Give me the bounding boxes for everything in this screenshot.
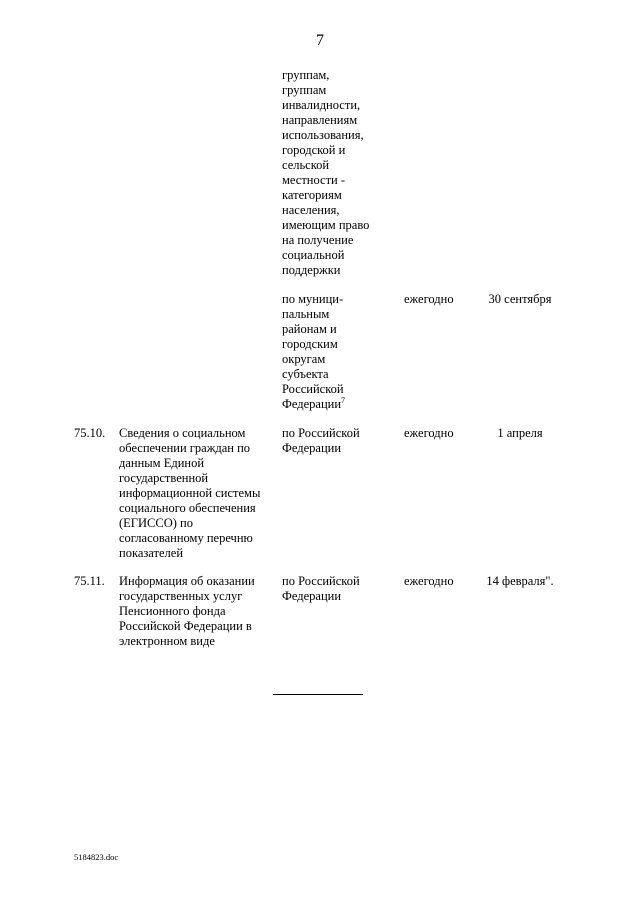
item-number: 75.11.	[74, 574, 105, 588]
footnote-marker: 7	[341, 395, 346, 405]
document-id: 5184823.doc	[74, 852, 119, 862]
item-number: 75.10.	[74, 426, 106, 440]
deadline-cell: 30 сентября	[488, 292, 552, 306]
item-name: Информация об оказании государственных услуг Пенсионного фонда Российской Федерации в электронном виде	[119, 574, 255, 648]
periodicity-cell: ежегодно	[404, 292, 454, 306]
periodicity-cell: ежегодно	[404, 574, 454, 588]
breakdown-cell	[282, 292, 392, 412]
periodicity-cell: ежегодно	[404, 426, 454, 440]
page-number: 7	[316, 32, 324, 49]
footnote-separator	[273, 694, 363, 695]
deadline-cell: 14 февраля".	[486, 574, 554, 588]
breakdown-cell: по Российской Федерации	[282, 426, 360, 455]
item-name: Сведения о социальном обеспечении граждан по данным Единой государственной информационной системы социального обеспечения (ЕГИССО) по согласованному перечню показателей	[119, 426, 261, 560]
breakdown-cell: по Российской Федерации	[282, 574, 360, 603]
breakdown-cell: группам, группам инвалидности, направлениям использования, городской и сельской местности - категориям населения, имеющим право на получение социальной поддержки	[282, 68, 370, 277]
breakdown-text: по муници- пальным районам и городским округам субъекта Российской Федерации	[282, 292, 344, 411]
deadline-cell: 1 апреля	[497, 426, 543, 440]
